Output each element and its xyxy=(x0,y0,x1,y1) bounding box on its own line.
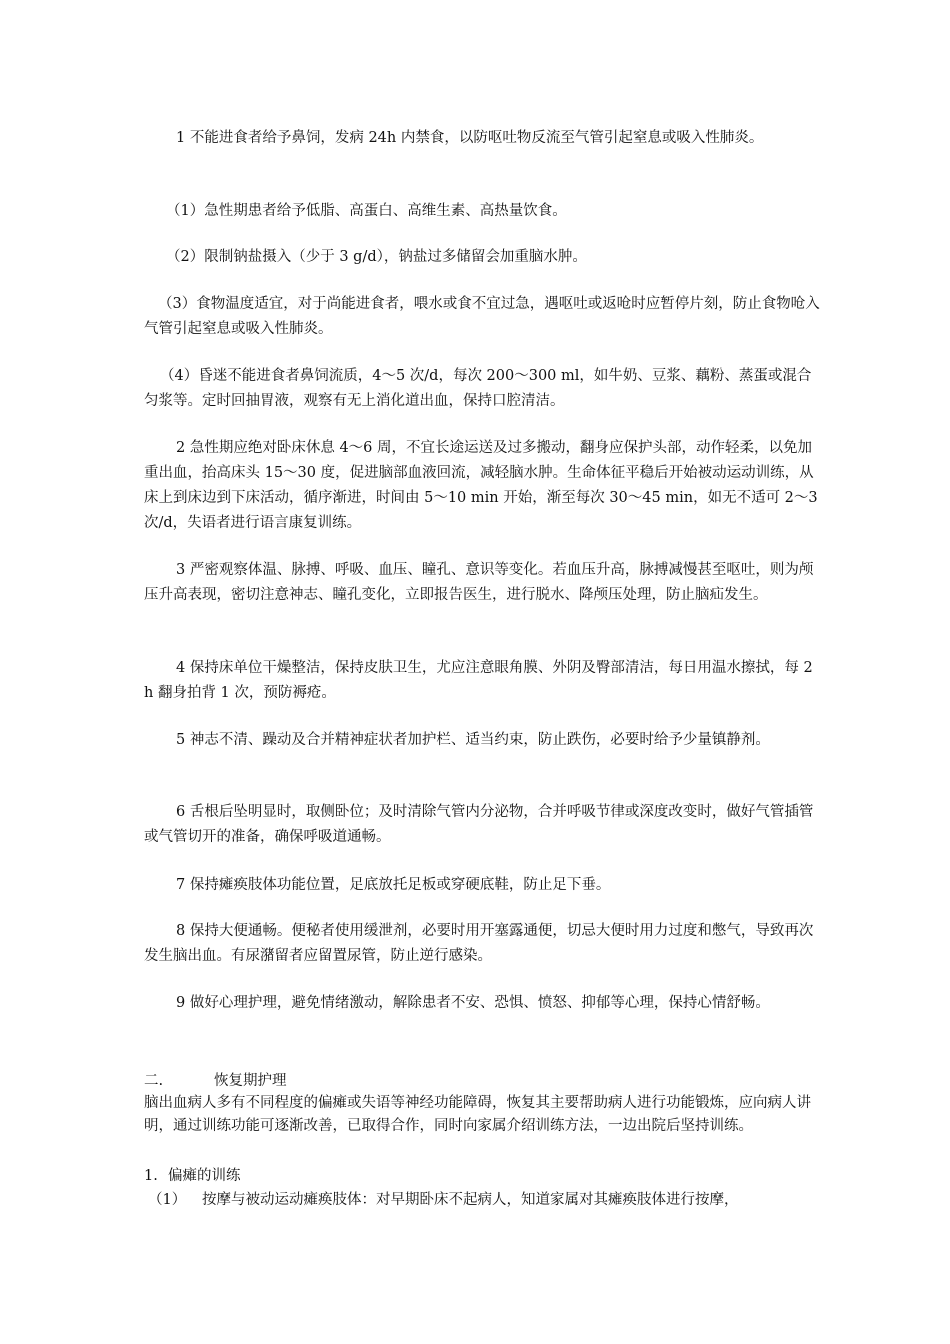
paragraph-8: 8 保持大便通畅。便秘者使用缓泄剂，必要时用开塞露通便，切忌大便时用力过度和憋气，导致再次发生脑出血。有尿潴留者应留置尿管，防止逆行感染。 xyxy=(144,923,814,964)
item-1-heading xyxy=(144,1164,241,1188)
paragraph-1-sub-4: （4）昏迷不能进食者鼻饲流质，4～5 次/d，每次 200～300 ml，如牛奶、豆浆、藕粉、蒸蛋或混合匀浆等。定时回抽胃液，观察有无上消化道出血，保持口腔清洁。 xyxy=(144,368,812,409)
section-2-title: 恢复期护理 xyxy=(214,1073,287,1089)
paragraph-4: 4 保持床单位干燥整洁，保持皮肤卫生，尤应注意眼角膜、外阴及臀部清洁，每日用温水擦拭，每 2h 翻身拍背 1 次，预防褥疮。 xyxy=(144,660,813,701)
paragraph-1-sub-1: （1）急性期患者给予低脂、高蛋白、高维生素、高热量饮食。 xyxy=(166,203,567,219)
paragraph-2: 2 急性期应绝对卧床休息 4～6 周，不宜长途运送及过多搬动，翻身应保护头部，动作轻柔，以免加重出血，抬高床头 15～30 度，促进脑部血液回流，减轻脑水肿。生命体征平稳后开始被动运动训练，从床上到床边到下床活动，循序渐进，时间由 5～10 min 开始，渐至每次 30～45 min，如无不适可 2～3 次/d，失语者进行语言康复训练。 xyxy=(144,440,818,531)
item-1-sub-1 xyxy=(148,1188,820,1212)
item-1-sub-1-text: 按摩与被动运动瘫痪肢体：对早期卧床不起病人，知道家属对其瘫痪肢体进行按摩， xyxy=(202,1192,739,1208)
item-1-number: 1. xyxy=(144,1168,158,1184)
item-1-sub-1-number: （1） xyxy=(148,1192,187,1208)
paragraph-6: 6 舌根后坠明显时，取侧卧位；及时清除气管内分泌物，合并呼吸节律或深度改变时，做好气管插管或气管切开的准备，确保呼吸道通畅。 xyxy=(144,804,814,845)
paragraph-1-sub-2: （2）限制钠盐摄入（少于 3 g/d），钠盐过多储留会加重脑水肿。 xyxy=(166,249,587,265)
paragraph-5: 5 神志不清、躁动及合并精神症状者加护栏、适当约束，防止跌伤，必要时给予少量镇静剂。 xyxy=(176,732,770,748)
section-2-heading xyxy=(144,1069,287,1093)
paragraph-1: 1 不能进食者给予鼻饲，发病 24h 内禁食，以防呕吐物反流至气管引起窒息或吸入性肺炎。 xyxy=(176,130,764,146)
section-2-number: 二. xyxy=(144,1073,164,1089)
paragraph-7: 7 保持瘫痪肢体功能位置，足底放托足板或穿硬底鞋，防止足下垂。 xyxy=(176,877,611,893)
paragraph-3: 3 严密观察体温、脉搏、呼吸、血压、瞳孔、意识等变化。若血压升高，脉搏减慢甚至呕吐，则为颅压升高表现，密切注意神志、瞳孔变化，立即报告医生，进行脱水、降颅压处理，防止脑疝发生。 xyxy=(144,562,814,603)
paragraph-1-sub-3: （3）食物温度适宜，对于尚能进食者，喂水或食不宜过急，遇呕吐或返呛时应暂停片刻，防止食物呛入气管引起窒息或吸入性肺炎。 xyxy=(144,296,820,337)
paragraph-9: 9 做好心理护理，避免情绪激动，解除患者不安、恐惧、愤怒、抑郁等心理，保持心情舒畅。 xyxy=(176,995,770,1011)
section-2-intro: 脑出血病人多有不同程度的偏瘫或失语等神经功能障碍，恢复其主要帮助病人进行功能锻炼，应向病人讲明，通过训练功能可逐渐改善，已取得合作，同时向家属介绍训练方法，一边出院后坚持训练。 xyxy=(144,1095,811,1134)
item-1-title: 偏瘫的训练 xyxy=(168,1168,241,1184)
